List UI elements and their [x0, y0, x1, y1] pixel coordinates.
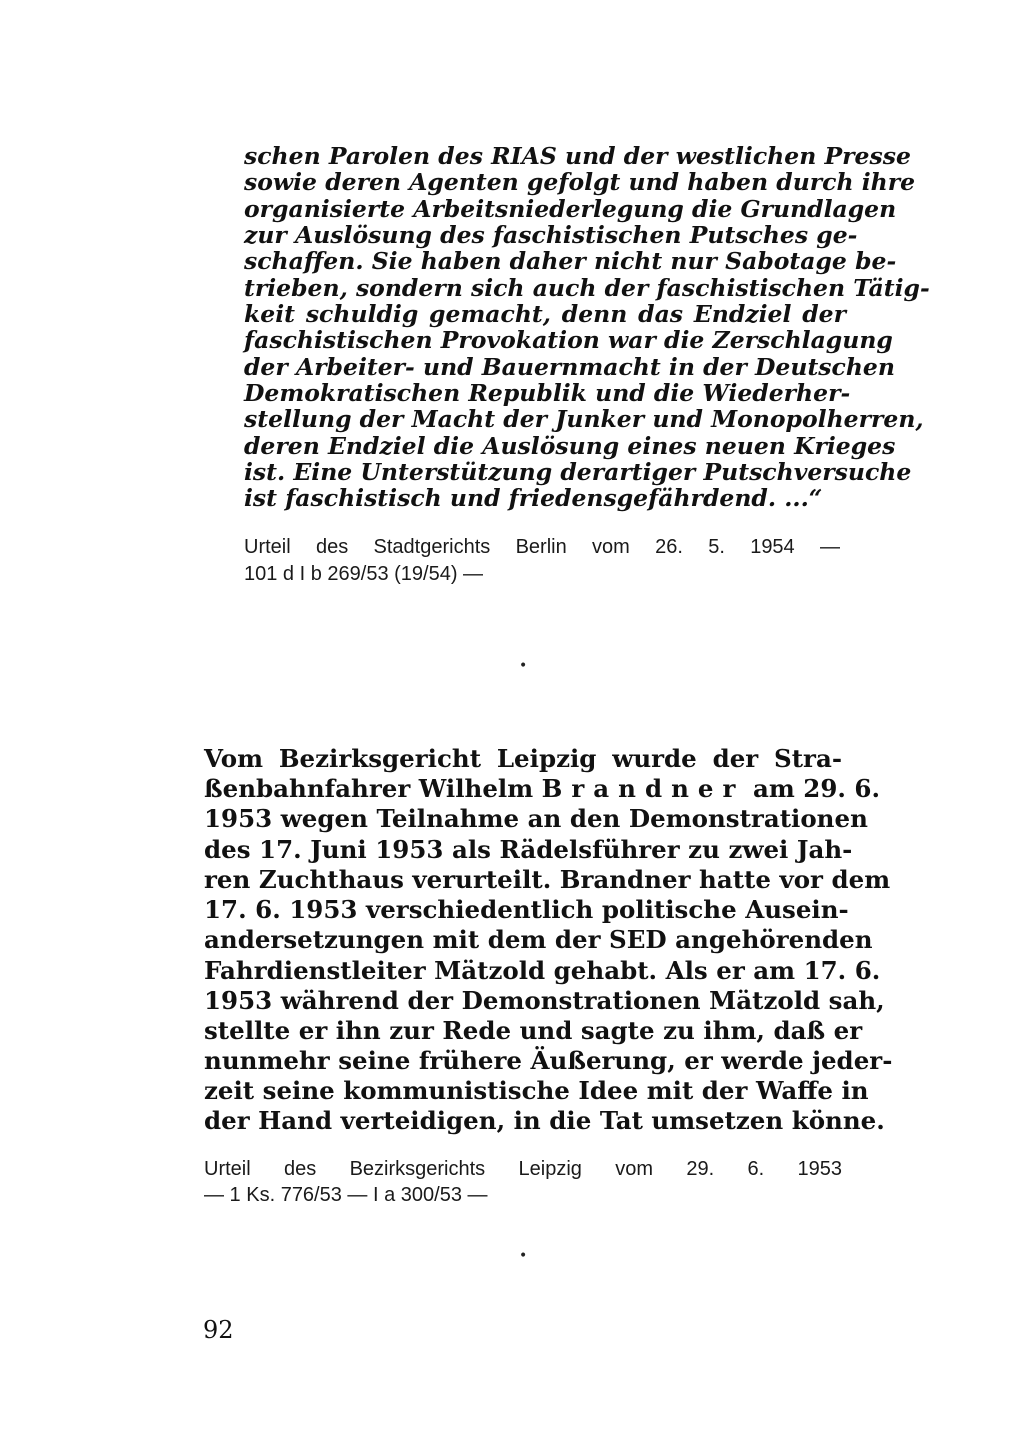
- quote-line: schen Parolen des RIAS und der westlichen Presse: [244, 142, 911, 170]
- citation-line: Urteil des Bezirksgerichts Leipzig vom 29. 6. 1953: [204, 1158, 842, 1180]
- quote-line: deren Endziel die Auslösung eines neuen Krieges: [244, 432, 896, 460]
- quote-line: Demokratischen Republik und die Wiederher-: [244, 379, 851, 407]
- citation-line: — 1 Ks. 776/53 — I a 300/53 —: [204, 1184, 488, 1206]
- separator-mark: •: [519, 1248, 528, 1264]
- line-text: ßenbahnfahrer Wilhelm: [204, 774, 534, 803]
- paragraph-line: 17. 6. 1953 verschiedentlich politische Ausein-: [204, 895, 849, 924]
- citation-line: Urteil des Stadtgerichts Berlin vom 26. 5. 1954 —: [244, 536, 840, 558]
- quote-line: ist. Eine Unterstützung derartiger Putschversuche: [244, 458, 912, 486]
- paragraph-line: der Hand verteidigen, in die Tat umsetzen könne.: [204, 1106, 885, 1135]
- quote-line: sowie deren Agenten gefolgt und haben durch ihre: [244, 168, 916, 196]
- paragraph-line: Vom Bezirksgericht Leipzig wurde der Stra-: [204, 744, 842, 773]
- quote-line: trieben, sondern sich auch der faschistischen Tätig-: [244, 274, 930, 302]
- paragraph-line: ren Zuchthaus verurteilt. Brandner hatte vor dem: [204, 865, 891, 894]
- quote-line: stellung der Macht der Junker und Monopolherren,: [244, 405, 924, 433]
- quote-line: der Arbeiter- und Bauernmacht in der Deutschen: [244, 353, 895, 381]
- paragraph-line: stellte er ihn zur Rede und sagte zu ihm, daß er: [204, 1016, 863, 1045]
- paragraph-line: 1953 wegen Teilnahme an den Demonstrationen: [204, 804, 868, 833]
- quote-line: keit schuldig gemacht, denn das Endziel der: [244, 300, 846, 328]
- quote-line: schaffen. Sie haben daher nicht nur Sabotage be-: [244, 247, 897, 275]
- paragraph-line: nunmehr seine frühere Äußerung, er werde jeder-: [204, 1046, 893, 1075]
- quote-line: organisierte Arbeitsniederlegung die Grundlagen: [244, 195, 897, 223]
- paragraph-line: 1953 während der Demonstrationen Mätzold sah,: [204, 986, 885, 1015]
- line-text: am 29. 6.: [752, 774, 881, 803]
- separator-mark: •: [519, 658, 528, 674]
- paragraph-line: zeit seine kommunistische Idee mit der Waffe in: [204, 1076, 869, 1105]
- citation-line: 101 d I b 269/53 (19/54) —: [244, 563, 484, 585]
- quote-line: faschistischen Provokation war die Zerschlagung: [244, 326, 893, 354]
- paragraph-line: des 17. Juni 1953 als Rädelsführer zu zwei Jah-: [204, 835, 853, 864]
- paragraph-line: andersetzungen mit dem der SED angehörenden: [204, 925, 873, 954]
- quote-line: ist faschistisch und friedensgefährdend. ...“: [244, 484, 823, 512]
- page-number: 92: [203, 1316, 234, 1344]
- paragraph-line: [204, 774, 881, 803]
- quote-line: zur Auslösung des faschistischen Putsches ge-: [244, 221, 858, 249]
- paragraph-line: Fahrdienstleiter Mätzold gehabt. Als er am 17. 6.: [204, 956, 881, 985]
- defendant-name: Brandner: [541, 774, 745, 803]
